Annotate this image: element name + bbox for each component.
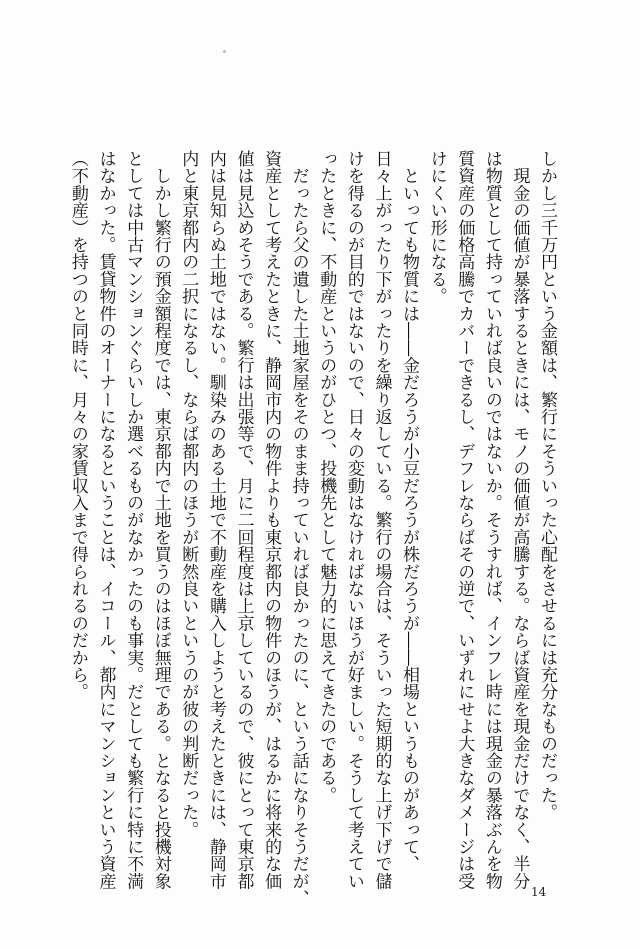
text-line-9: ったときに、不動産というのがひとつ、投機先として魅力的に思えてきたのである。 (316, 150, 337, 804)
text-line-10: だったら父の遺した土地家屋をそのまま持っていれば良かったのに、という話になりそうだが、 (288, 150, 309, 907)
text-line-16: としては中古マンションぐらいしか選べるものがなかったのも事実。だとしても繁行に特に不満 (123, 150, 144, 890)
text-line-12: 値は見込めそうである。繁行は出張等で、月に二回程度は上京しているので、彼にとって東京都 (233, 150, 254, 890)
page-number: 14 (531, 885, 547, 899)
text-line-11: 資産として考えたときに、静岡市内の物件よりも東京都内の物件のほうが、はるかに将来的な価 (261, 150, 282, 890)
text-line-1: しかし三千万円という金額は、繁行にそういった心配をさせるには充分なものだった。 (537, 150, 557, 821)
text-line-5: けにくい形になる。 (426, 150, 447, 305)
text-line-8: けを得るのが目的ではないので、日々の変動はなければないほうが好ましい。そうして考えてい (343, 150, 364, 890)
text-line-15: しかし繁行の預金額程度では、東京都内で土地を買うのはほぼ無理である。となると投機対象 (150, 150, 171, 890)
text-line-14: 内と東京都内の二択になるし、ならば都内のほうが断然良いというのが彼の判断だった。 (178, 150, 199, 838)
text-line-18: （不動産）を持つのと同時に、月々の家賃収入まで得られるのだから。 (67, 150, 88, 701)
text-line-3: は物質として持っていれば良いのではないか。そうすれば、インフレ時には現金の暴落ぶんを物 (481, 150, 502, 890)
text-line-6: といっても物質には――金だろうが小豆だろうが株だろうが――相場というものがあって、 (399, 150, 420, 873)
text-line-4: 質資産の価格高騰でカバーできるし、デフレならばその逆で、いずれにせよ大きなダメージは受 (454, 150, 475, 890)
text-line-2: 現金の価値が暴落するときには、モノの価値が高騰する。ならば資産を現金だけでなく、半分 (509, 150, 530, 890)
text-line-13: 内は見知らぬ土地ではない。馴染みのある土地で不動産を購入しようと考えたときには、静岡市 (205, 150, 226, 890)
text-line-7: 日々上がったり下がったりを繰り返している。繁行の場合は、そういった短期的な上げ下げで儲 (371, 150, 392, 890)
paper-fleck (223, 50, 226, 53)
text-line-17: はなかった。賃貸物件のオーナーになるということは、イコール、都内にマンションという資産 (95, 150, 116, 890)
